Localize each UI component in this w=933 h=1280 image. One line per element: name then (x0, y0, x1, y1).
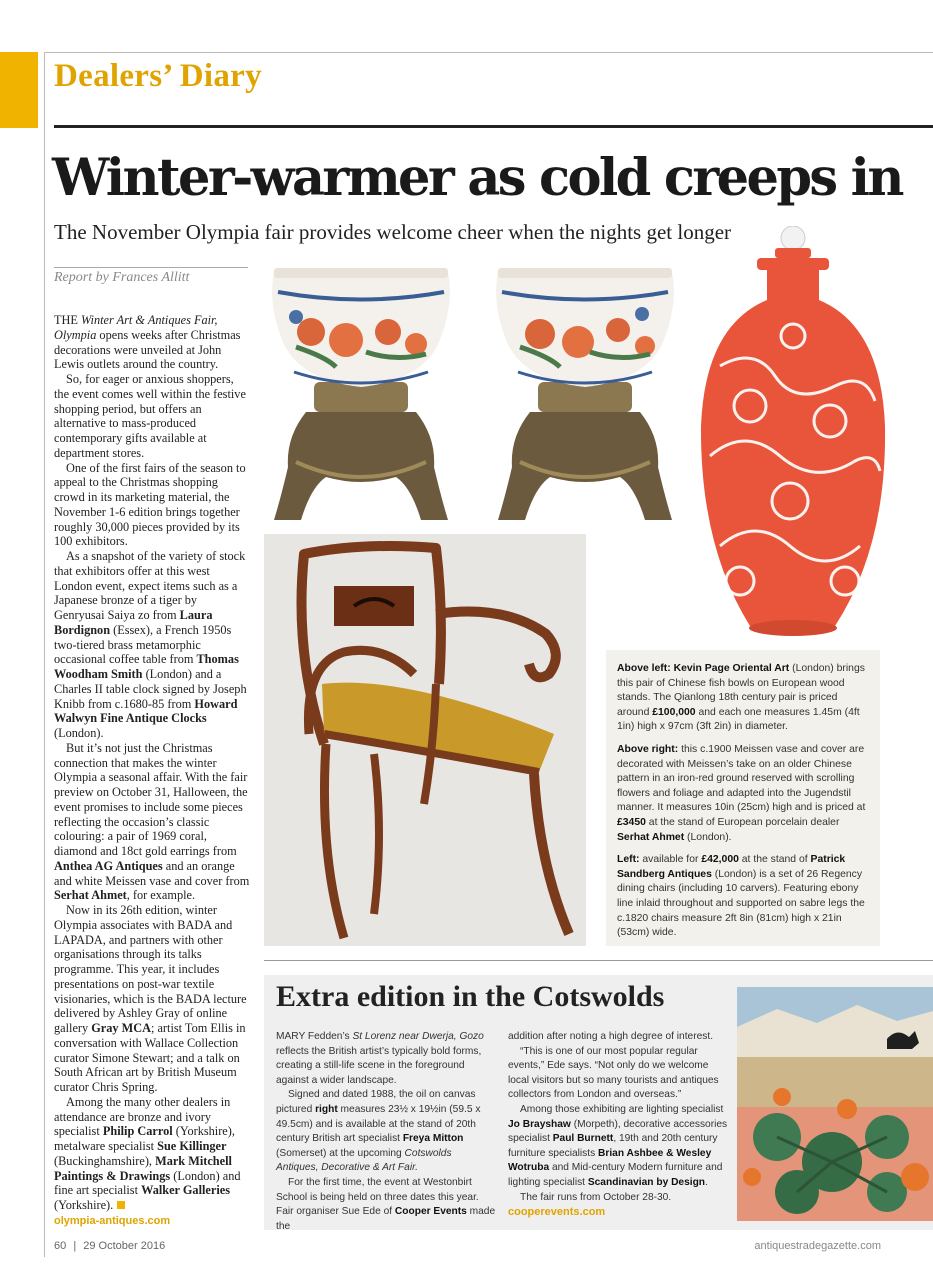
caption-fish-bowls: Above left: Kevin Page Oriental Art (London) brings this pair of Chinese fish bowls on European wood stands. The Qianlong 18th century pair is priced around £100,000 and each one measures 1.45m (4ft 1in) high x 97cm (3ft 2in) in diameter. (617, 663, 865, 733)
paragraph: As a snapshot of the variety of stock that exhibitors offer at this west London event, expect items such as a Japanese bronze of a tiger by Genryusai Saiya zo from Laura Bordignon (Essex), a French 1950s two-tiered brass metamorphic occasional coffee table from Thomas Woodham Smith (London) and a Charles II table clock signed by Joseph Knibb from c.1680-85 from Howard Walwyn Fine Antique Clocks (London). (54, 549, 247, 740)
byline-rule (54, 267, 248, 268)
olympia-link[interactable]: olympia-antiques.com (54, 1214, 171, 1227)
caption-vase: Above right: this c.1900 Meissen vase and cover are decorated with Meissen’s take on an older Chinese pattern in an iron-red ground reserved with scrolling flowers and foliage and adapted into the Jugendstil manner. It measures 10in (25cm) high and is priced at £3450 at the stand of European porcelain dealer Serhat Ahmet (London). (617, 743, 866, 843)
paragraph: addition after noting a high degree of interest. (508, 1031, 714, 1042)
cooper-events-link[interactable]: cooperevents.com (508, 1206, 606, 1219)
paragraph: Among the many other dealers in attendance are bronze and ivory specialist Philip Carrol (Yorkshire), metalware specialist Sue Killinger (Buckinghamshire), Mark Mitchell Paintings & Drawings (London) and fine art specialist Walker Galleries (Yorkshire). (54, 1094, 241, 1212)
section-tab (0, 52, 38, 128)
meissen-vase-photo (695, 226, 895, 646)
paragraph: So, for eager or anxious shoppers, the event comes well within the festive shopping period, but offers an alternative to mass-produced contemporary gifts available at department stores. (54, 372, 246, 460)
paragraph: For the first time, the event at Westonbirt School is being held on three dates this year. Fair organiser Sue Ede of Cooper Events made the (276, 1176, 496, 1232)
article-body (54, 313, 250, 1229)
paragraph: MARY Fedden’s St Lorenz near Dwerja, Gozo reflects the British artist’s typically bold forms, creating a still-life scene in the foreground against a wider landscape. (276, 1031, 484, 1086)
top-rule (44, 52, 933, 53)
footer-page-info (54, 1240, 165, 1252)
fish-bowls-photo (266, 262, 686, 524)
cotswolds-title: Extra edition in the Cotswolds (276, 980, 665, 1013)
paragraph: THE Winter Art & Antiques Fair, Olympia opens weeks after Christmas decorations were unveiled at John Lewis outlets around the country. (54, 313, 241, 372)
issue-date: 29 October 2016 (83, 1240, 166, 1252)
page-number: 60 (54, 1240, 67, 1252)
caption-box (606, 650, 880, 946)
paragraph: Now in its 26th edition, winter Olympia associates with BADA and LAPADA, and partners with other organisations through its talks programme. This year, it includes presentations on post-war textile visionaries, which is the BADA lecture delivered by Ashley Gray of online gallery Gray MCA; artist Tom Ellis in conversation with Wallace Collection curator Simone Stewart; and a talk on South African art by British Museum curator Chris Spring. (54, 903, 247, 1094)
section-title: Dealers’ Diary (54, 58, 262, 94)
standfirst: The November Olympia fair provides welcome cheer when the nights get longer (54, 220, 732, 244)
cotswolds-column-left (276, 1030, 496, 1234)
caption-chairs: Left: available for £42,000 at the stand of Patrick Sandberg Antiques (London) is a set of 26 Regency dining chairs (including 10 carvers). Featuring ebony line inlaid throughout and supported on sabre legs the c.1820 chairs measure 2ft 8in (81cm) high x 21in (53cm) wide. (617, 854, 865, 939)
paragraph: One of the first fairs of the season to appeal to the Christmas shopping crowd in its marketing material, the November 1-6 edition brings together roughly 30,000 pieces provided by its 100 exhibitors. (54, 460, 246, 549)
paragraph: Signed and dated 1988, the oil on canvas pictured right measures 23½ x 19½in (59.5 x 49.5cm) and is available at the stand of 20th century British art specialist Freya Mitton (Somerset) at the upcoming Cotswolds Antiques, Decorative & Art Fair. (276, 1089, 481, 1174)
footer-site[interactable]: antiquestradegazette.com (754, 1240, 881, 1252)
footer-separator: | (73, 1240, 77, 1252)
paragraph: But it’s not just the Christmas connection that makes the winter Olympia a seasonal affair. With the fair preview on October 31, Halloween, the event promises to include some pieces reflecting the occasion’s classic colouring: a pair of 1969 coral, diamond and 18ct gold earrings from Anthea AG Antiques and an orange and white Meissen vase and cover from Serhat Ahmet, for example. (54, 740, 250, 903)
left-rule (44, 52, 45, 1257)
end-mark-icon (117, 1201, 125, 1209)
paragraph: The fair runs from October 28-30. (520, 1191, 672, 1203)
byline: Report by Frances Allitt (54, 270, 190, 285)
headline: Winter-warmer as cold creeps in (52, 148, 902, 208)
header-rule (54, 125, 933, 128)
fedden-painting-photo (737, 987, 933, 1221)
paragraph: “This is one of our most popular regular events,” Ede says. “Not only do we welcome local visitors but so many tourists and antiques collectors from London and overseas.” (508, 1045, 719, 1101)
fish-bowl-left (272, 268, 450, 520)
cotswolds-rule (264, 960, 933, 961)
paragraph: Among those exhibiting are lighting specialist Jo Brayshaw (Morpeth), decorative accessories specialist Paul Burnett, 19th and 20th century furniture specialists Brian Ashbee & Wesley Wotruba and Mid-century Modern furniture and lighting specialist Scandinavian by Design. (508, 1103, 728, 1188)
regency-chair-photo (264, 534, 586, 946)
fish-bowl-right (496, 268, 674, 520)
cotswolds-column-right (508, 1030, 728, 1221)
